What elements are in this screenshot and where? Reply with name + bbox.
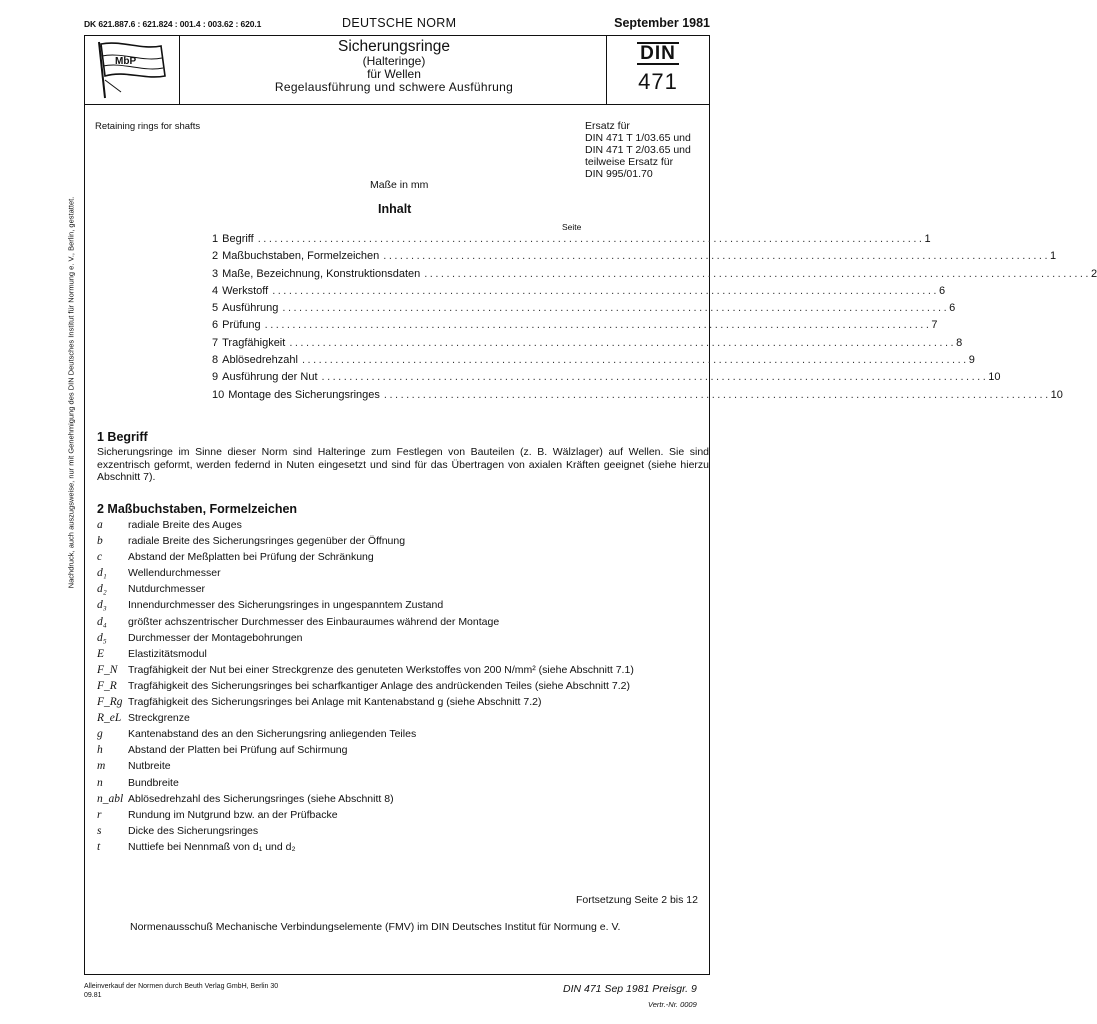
toc-number: 2 — [212, 250, 219, 263]
toc-number: 3 — [212, 267, 219, 280]
toc-number: 1 — [212, 233, 219, 245]
toc-row — [212, 354, 975, 371]
replacement-line: teilweise Ersatz für — [585, 156, 674, 168]
toc-page: 6 — [938, 284, 946, 297]
toc-number: 8 — [212, 354, 219, 367]
toc-leader: ........................................................................................................................ — [289, 336, 957, 349]
toc-title: Ausführung der Nut — [222, 371, 318, 384]
header-box — [84, 35, 710, 105]
toc-row — [212, 388, 1063, 406]
top-line — [84, 16, 710, 32]
committee-note: Normenausschuß Mechanische Verbindungselemente (FMV) im DIN Deutsches Institut für Normung e. V. — [130, 921, 621, 933]
reprint-note — [64, 160, 78, 630]
replacement-note — [585, 120, 691, 180]
symbol-description: Rundung im Nutgrund bzw. an der Prüfbacke — [128, 808, 338, 821]
footer-code: 09.81 — [84, 992, 102, 999]
toc-page: 8 — [956, 336, 963, 349]
symbol-description: Tragfähigkeit des Sicherungsringes bei scharfkantiger Anlage des andrückenden Teiles (siehe Abschnitt 7.2) — [128, 679, 630, 692]
symbol-description: Wellendurchmesser — [128, 567, 221, 580]
document-title: Sicherungsringe — [337, 38, 450, 55]
toc-page: 2 — [1091, 267, 1097, 280]
english-title: Retaining rings for shafts — [95, 121, 201, 132]
din-flag-logo-icon — [85, 36, 179, 103]
symbol-description: Elastizitätsmodul — [128, 647, 207, 660]
logo-cell — [85, 36, 180, 104]
toc-row — [212, 267, 1097, 285]
document-subtitle-3: Regelausführung und schwere Ausführung — [274, 80, 514, 94]
symbol-row — [97, 841, 707, 857]
symbol-description: radiale Breite des Auges — [128, 519, 242, 531]
symbol-description: Tragfähigkeit des Sicherungsringes bei Anlage mit Kantenabstand g (siehe Abschnitt 7.2) — [128, 696, 542, 709]
footer-reference: DIN 471 Sep 1981 Preisgr. 9 — [563, 983, 697, 995]
contents-heading: Inhalt — [378, 202, 412, 216]
symbol: h — [97, 744, 103, 757]
symbol: E — [97, 647, 105, 660]
symbol-description: Nutdurchmesser — [128, 583, 206, 596]
symbol-row — [97, 648, 707, 664]
symbol: F_Rg — [97, 696, 123, 709]
symbol-row — [97, 535, 707, 551]
footer-publisher: Alleinverkauf der Normen durch Beuth Verlag GmbH, Berlin 30 — [84, 983, 279, 990]
toc-row — [212, 250, 1057, 267]
symbol-row — [97, 567, 707, 583]
symbol: R_eL — [97, 712, 122, 725]
symbol: g — [97, 728, 103, 741]
symbol: d₃ — [97, 599, 107, 612]
symbol-description: Dicke des Sicherungsringes — [128, 824, 259, 837]
replacement-line: DIN 471 T 2/03.65 und — [585, 144, 691, 156]
symbol-row — [97, 664, 707, 680]
toc-number: 6 — [212, 319, 219, 332]
symbol-row — [97, 632, 707, 648]
toc-leader: ........................................................................................................................ — [383, 250, 1051, 263]
symbol-description: Nuttiefe bei Nennmaß von d₁ und d₂ — [128, 840, 296, 853]
toc-page: 6 — [949, 302, 956, 315]
document-subtitle-2: für Wellen — [367, 67, 421, 81]
toc-leader: ........................................................................................................................ — [301, 354, 969, 367]
toc-number: 5 — [212, 302, 219, 315]
section-1-text: Sicherungsringe im Sinne dieser Norm sind Halteringe zum Festlegen von Bauteilen (z. B. Wälzlager) auf Wellen. Sie sind exzentrisch geformt, werden federnd in Nuten eingesetzt und sind für das Übertragen von axialen Kräften geeignet (siehe hierzu Abschnitt 7). — [97, 446, 709, 483]
symbol-row — [97, 760, 707, 776]
toc-title: Maße, Bezeichnung, Konstruktionsdaten — [222, 267, 421, 280]
symbol: r — [97, 808, 102, 821]
toc-page: 1 — [924, 233, 931, 245]
din-cell — [606, 36, 709, 104]
toc-title: Ausführung — [222, 302, 279, 315]
symbol-row — [97, 519, 707, 535]
symbol-list — [97, 519, 707, 857]
symbol: c — [97, 551, 103, 564]
replacement-line: Ersatz für — [585, 120, 630, 132]
symbol-row — [97, 825, 707, 841]
symbol-row — [97, 680, 707, 696]
symbol: n_abl — [97, 792, 124, 805]
toc-leader: ........................................................................................................................ — [282, 302, 950, 315]
toc-page: 9 — [968, 354, 975, 367]
toc-leader: ........................................................................................................................ — [383, 388, 1051, 401]
symbol: b — [97, 535, 103, 548]
footer-left — [84, 982, 278, 1000]
deutsche-norm-label: DEUTSCHE NORM — [342, 16, 457, 30]
symbol-row — [97, 809, 707, 825]
toc-row — [212, 319, 938, 336]
toc-leader: ........................................................................................................................ — [272, 284, 939, 297]
title-cell — [179, 36, 609, 104]
toc-leader: ........................................................................................................................ — [321, 371, 989, 384]
units-note: Maße in mm — [370, 179, 429, 191]
section-2-heading: 2 Maßbuchstaben, Formelzeichen — [97, 502, 298, 516]
symbol: m — [97, 760, 106, 773]
section-1-heading: 1 Begriff — [97, 430, 148, 444]
symbol-description: Nutbreite — [128, 760, 171, 773]
document-subtitle-1: (Halteringe) — [362, 54, 426, 68]
symbol-description: größter achszentrischer Durchmesser des Einbauraumes während der Montage — [128, 615, 500, 628]
symbol-description: Abstand der Platten bei Prüfung auf Schirmung — [128, 744, 348, 757]
symbol-row — [97, 583, 707, 599]
toc-title: Prüfung — [222, 319, 261, 332]
symbol-row — [97, 616, 707, 632]
toc-number: 4 — [212, 284, 219, 297]
toc-title: Ablösedrehzahl — [222, 354, 298, 367]
symbol-description: Durchmesser der Montagebohrungen — [128, 631, 303, 644]
toc-row — [212, 336, 963, 354]
symbol-row — [97, 696, 707, 712]
symbol: F_N — [97, 663, 118, 676]
footer-vertr: Vertr.-Nr. 0009 — [648, 1000, 697, 1009]
symbol-description: Tragfähigkeit der Nut bei einer Streckgrenze des genuteten Werkstoffes von 200 N/mm² (siehe Abschnitt 7.1) — [128, 663, 634, 676]
toc-page: 7 — [931, 319, 938, 332]
toc-number: 10 — [212, 388, 225, 401]
symbol-description: Streckgrenze — [128, 712, 190, 725]
issue-date: September 1981 — [614, 16, 710, 30]
symbol-row — [97, 744, 707, 760]
toc-number: 9 — [212, 371, 219, 384]
din-label: DIN — [637, 42, 679, 65]
toc-leader: ........................................................................................................................ — [264, 319, 932, 332]
symbol-row — [97, 599, 707, 615]
toc-page: 1 — [1050, 250, 1057, 263]
symbol-row — [97, 712, 707, 728]
toc-title: Werkstoff — [222, 284, 269, 297]
symbol-row — [97, 728, 707, 744]
symbol-description: Kantenabstand des an den Sicherungsring anliegenden Teiles — [128, 728, 417, 741]
symbol-description: Innendurchmesser des Sicherungsringes in ungespanntem Zustand — [128, 599, 444, 612]
toc-title: Tragfähigkeit — [222, 336, 286, 349]
symbol-description: radiale Breite des Sicherungsringes gegenüber der Öffnung — [128, 535, 406, 548]
symbol: s — [97, 824, 102, 837]
toc-title: Maßbuchstaben, Formelzeichen — [222, 250, 380, 263]
symbol-description: Abstand der Meßplatten bei Prüfung der Schränkung — [128, 551, 374, 564]
page-column-label: Seite — [562, 222, 582, 232]
symbol: d₂ — [97, 583, 107, 596]
toc-row — [212, 302, 956, 319]
toc-row — [212, 233, 931, 250]
replacement-line: DIN 471 T 1/03.65 und — [585, 132, 691, 144]
symbol: F_R — [97, 679, 117, 692]
symbol-row — [97, 777, 707, 793]
toc-leader: ........................................................................................................................ — [257, 233, 925, 245]
din-number: 471 — [638, 69, 678, 94]
toc-page: 10 — [988, 371, 1001, 384]
replacement-line: DIN 995/01.70 — [585, 168, 653, 180]
symbol-description: Bundbreite — [128, 776, 179, 789]
symbol: n — [97, 776, 103, 789]
toc-number: 7 — [212, 336, 219, 349]
logo-letters: MbP — [115, 56, 137, 67]
symbol: d₅ — [97, 631, 107, 644]
toc-row — [212, 284, 946, 302]
table-of-contents — [212, 233, 1097, 406]
toc-row — [212, 371, 1001, 388]
symbol: d₁ — [97, 567, 107, 580]
continuation-note: Fortsetzung Seite 2 bis 12 — [576, 894, 698, 906]
toc-page: 10 — [1050, 388, 1063, 401]
symbol-description: Ablösedrehzahl des Sicherungsringes (siehe Abschnitt 8) — [128, 792, 394, 805]
toc-title: Montage des Sicherungsringes — [228, 388, 380, 401]
symbol: a — [97, 519, 103, 531]
symbol: t — [97, 840, 101, 853]
toc-title: Begriff — [222, 233, 254, 245]
dk-classification: DK 621.887.6 : 621.824 : 001.4 : 003.62 : 620.1 — [84, 19, 262, 29]
symbol: d₄ — [97, 615, 107, 628]
symbol-row — [97, 551, 707, 567]
symbol-row — [97, 793, 707, 809]
reprint-note-text: Nachdruck, auch auszugsweise, nur mit Genehmigung des DIN Deutsches Institut für Normung e. V., Berlin, gestattet. — [66, 196, 76, 589]
toc-leader: ........................................................................................................................ — [424, 267, 1091, 280]
